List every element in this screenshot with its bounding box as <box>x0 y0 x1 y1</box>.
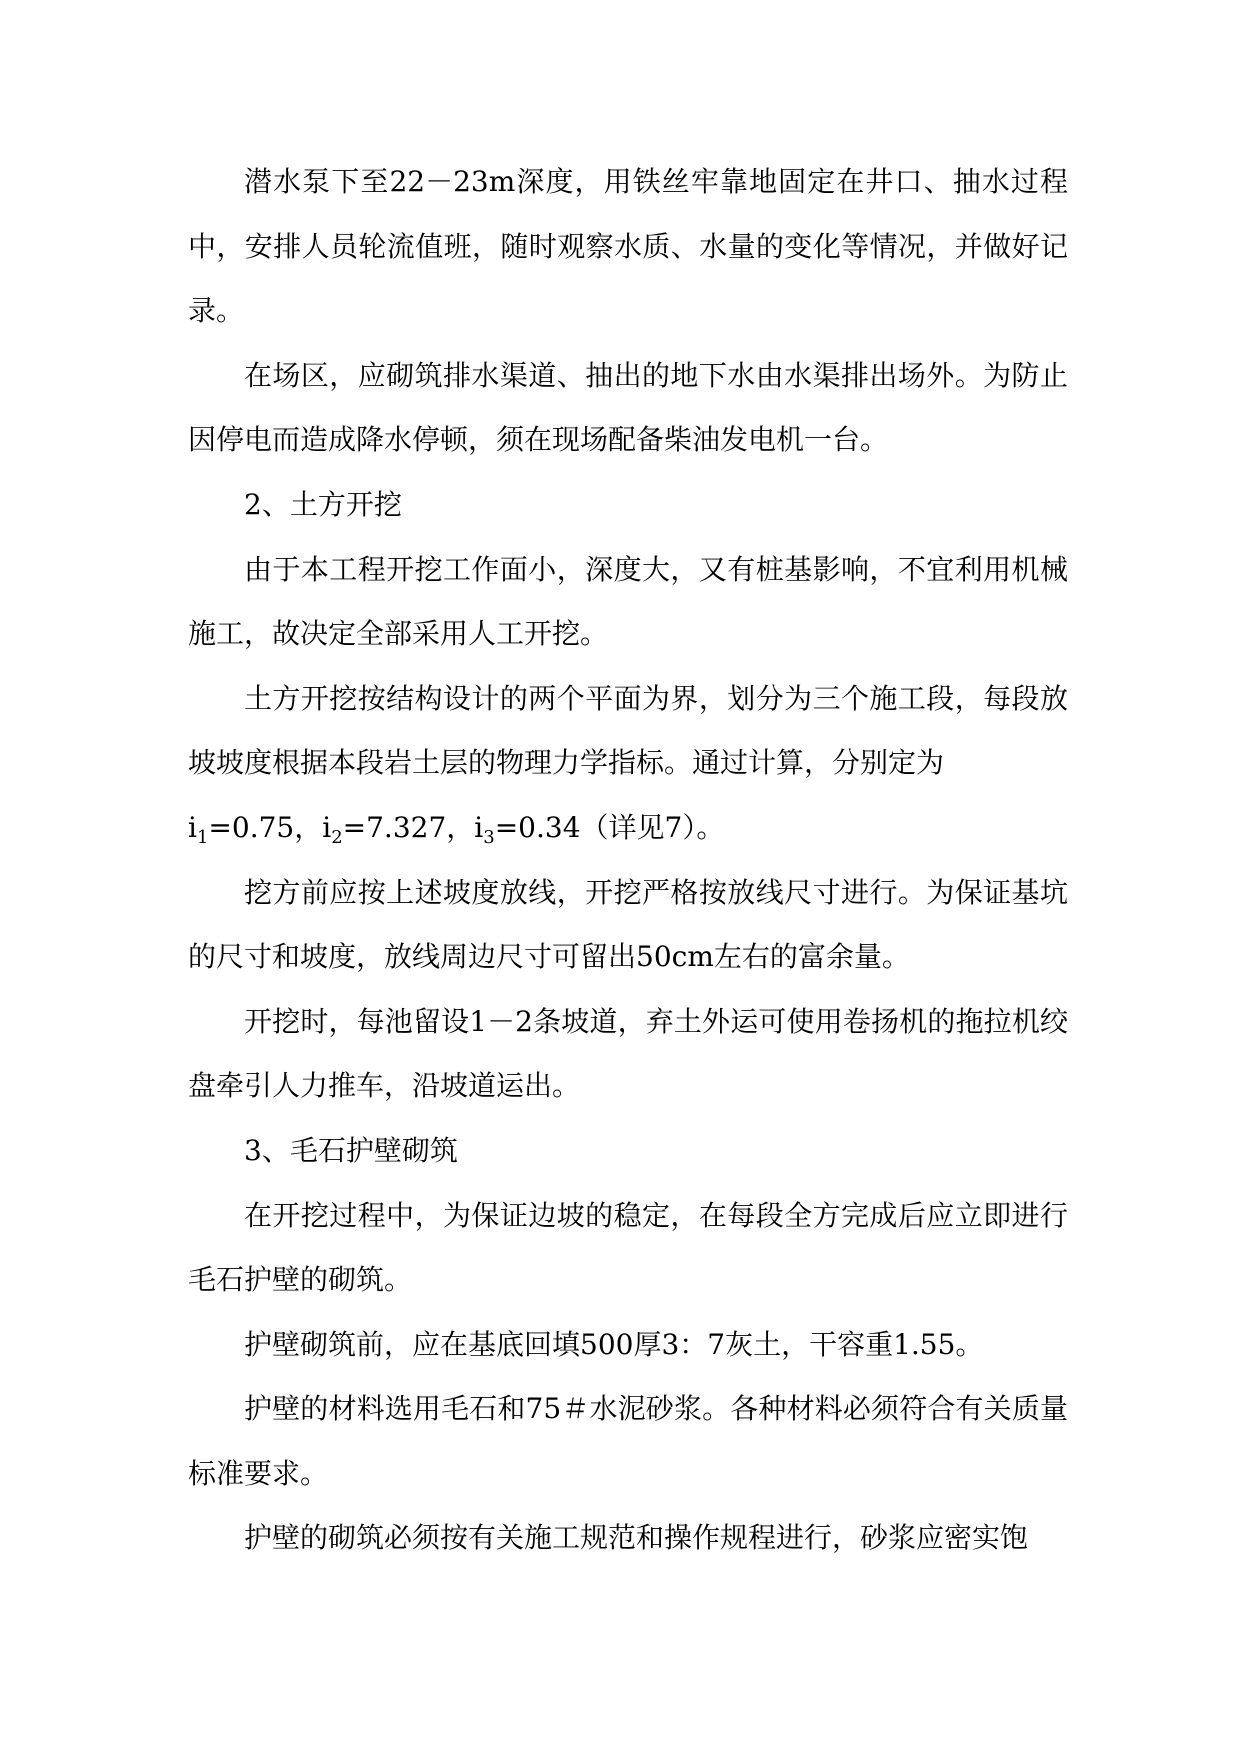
paragraph-slope-design: 土方开挖按结构设计的两个平面为界，划分为三个施工段，每段放坡坡度根据本段岩土层的物理力学指标。通过计算，分别定为 <box>188 681 1068 780</box>
paragraph-staking-out: 挖方前应按上述坡度放线，开挖严格按放线尺寸进行。为保证基坑的尺寸和坡度，放线周边尺寸可留出50cm左右的富余量。 <box>188 875 1068 974</box>
section-heading-rubble-wall: 3、毛石护壁砌筑 <box>244 1133 458 1167</box>
slope-i3-subscript: 3 <box>483 826 495 848</box>
paragraph-drainage-channel: 在场区，应砌筑排水渠道、抽出的地下水由水渠排出场外。为防止因停电而造成降水停顿，须在现场配备柴油发电机一台。 <box>188 358 1068 457</box>
slope-i1-symbol: i <box>188 810 197 844</box>
slope-i3-value: =0.34（详见7）。 <box>494 810 725 844</box>
document-body <box>188 150 1068 1571</box>
paragraph-slope-stability: 在开挖过程中，为保证边坡的稳定，在每段全方完成后应立即进行毛石护壁的砌筑。 <box>188 1198 1068 1297</box>
slope-i2-value: =7.327， <box>342 810 475 844</box>
slope-i2-subscript: 2 <box>331 826 343 848</box>
slope-i3-symbol: i <box>474 810 484 844</box>
slope-i1-value: =0.75， <box>208 810 323 844</box>
paragraph-manual-excavation: 由于本工程开挖工作面小，深度大，又有桩基影响，不宜利用机械施工，故决定全部采用人工开挖。 <box>188 552 1068 651</box>
paragraph-backfill: 护壁砌筑前，应在基底回填500厚3：7灰土，干容重1.55。 <box>244 1327 984 1361</box>
slope-i2-symbol: i <box>322 810 332 844</box>
slope-i1-subscript: 1 <box>196 826 209 848</box>
paragraph-ramps: 开挖时，每池留设1－2条坡道，弃土外运可使用卷扬机的拖拉机绞盘牵引人力推车，沿坡道运出。 <box>188 1004 1068 1103</box>
paragraph-dewatering-pump: 潜水泵下至22－23m深度，用铁丝牢靠地固定在井口、抽水过程中，安排人员轮流值班，随时观察水质、水量的变化等情况，并做好记录。 <box>188 165 1068 328</box>
section-heading-earthwork: 2、土方开挖 <box>244 487 402 521</box>
paragraph-masonry-spec: 护壁的砌筑必须按有关施工规范和操作规程进行，砂浆应密实饱 <box>244 1521 1029 1555</box>
paragraph-materials: 护壁的材料选用毛石和75＃水泥砂浆。各种材料必须符合有关质量标准要求。 <box>188 1392 1068 1490</box>
paragraph-slope-values <box>188 796 1068 861</box>
